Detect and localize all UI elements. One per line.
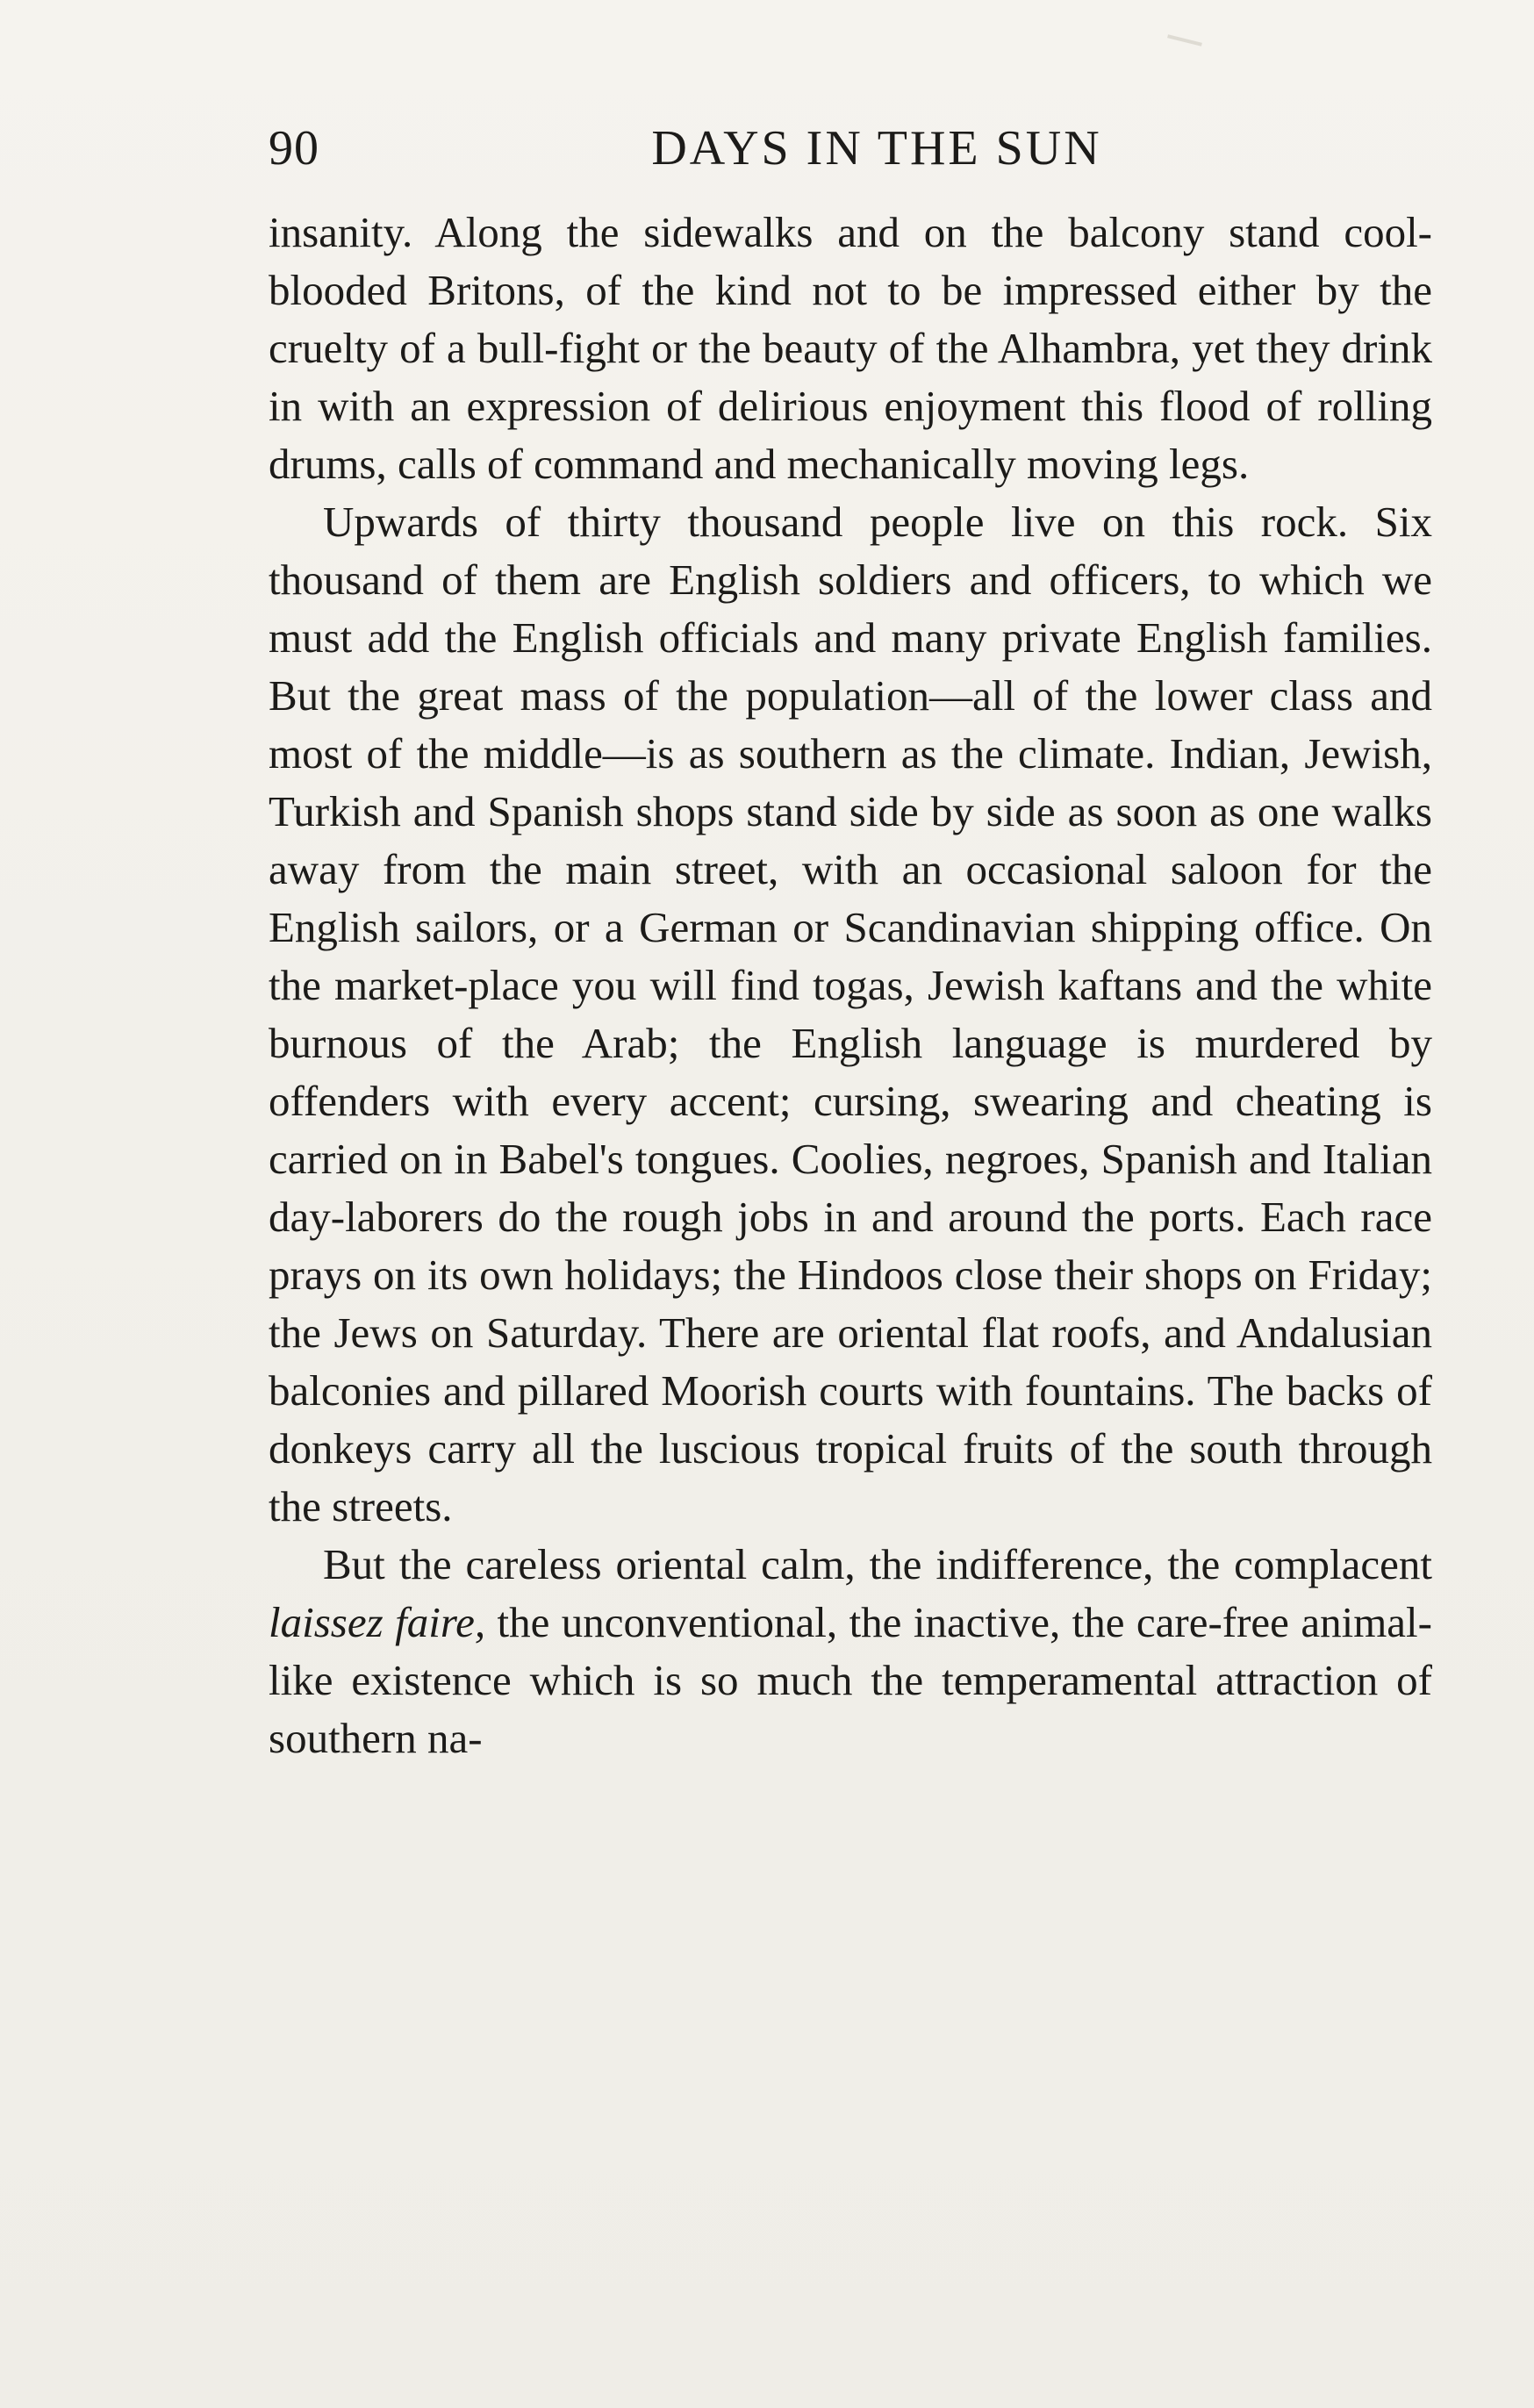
paragraph-3 <box>269 1536 1432 1767</box>
page-header <box>269 118 1432 179</box>
paragraph-2: Upwards of thirty thousand people live on this rock. Six thousand of them are English soldiers and officers, to which we must add the English officials and many private English families. But the great mass of the population—all of the lower class and most of the middle—is as southern as the climate. Indian, Jewish, Turkish and Spanish shops stand side by side as soon as one walks away from the main street, with an occasional saloon for the English sailors, or a German or Scandinavian shipping office. On the market-place you will find togas, Jewish kaftans and the white burnous of the Arab; the English language is murdered by offenders with every accent; cursing, swearing and cheating is carried on in Babel's tongues. Coolies, negroes, Spanish and Italian day-laborers do the rough jobs in and around the ports. Each race prays on its own holidays; the Hindoos close their shops on Friday; the Jews on Saturday. There are oriental flat roofs, and Andalusian balconies and pillared Moorish courts with fountains. The backs of donkeys carry all the luscious tropical fruits of the south through the streets. <box>269 498 1432 1530</box>
body-text <box>269 204 1432 1767</box>
running-head: DAYS IN THE SUN <box>651 121 1102 176</box>
paragraph-3-start: But the careless oriental calm, the indifference, the complacent <box>323 1540 1432 1588</box>
paragraph-1: insanity. Along the sidewalks and on the balcony stand cool-blooded Britons, of the kind not to be impressed either by the cruelty of a bull-fight or the beauty of the Alhambra, yet they drink in with an expression of delirious enjoyment this flood of rolling drums, calls of command and mechanically moving legs. <box>269 208 1432 488</box>
page-number: 90 <box>269 121 319 176</box>
italic-phrase: laissez faire, <box>269 1598 486 1646</box>
paper-blemish <box>1167 34 1202 47</box>
paragraph-3-end: the unconventional, the inactive, the care-free animal-like existence which is so much the temperamental attraction of southern na- <box>269 1598 1432 1762</box>
